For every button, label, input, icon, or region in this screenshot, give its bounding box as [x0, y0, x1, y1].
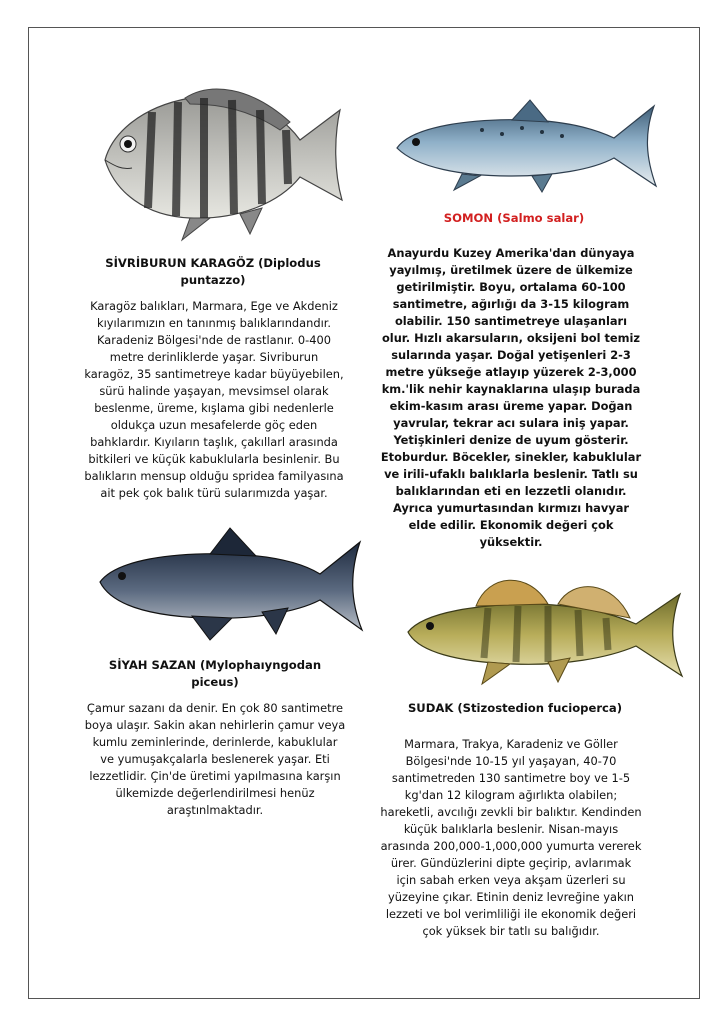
sudak-description: Marmara, Trakya, Karadeniz ve Göller Bölgesi'nde 10-15 yıl yaşayan, 40-70 santimetreden 130 santimetre boy ve 1-5 kg'dan 12 kilogram ağırlıkta olabilen; hareketli, avcılığı zevkli bir balıktır. Kendinden küçük balıklarla beslenir. Nisan-mayıs arasında 200,000-1,000,000 yumurta vererek ürer. Gündüzlerini dipte geçirip, avlarımak için sabah erken veya akşam üzerleri su yüzeyine çıkar. Etinin deniz levreğine yakın lezzeti ve bol verimliliği ile ekonomik değeri çok yüksek bir tatlı su balığıdır. [380, 737, 642, 938]
sazan-title: SİYAH SAZAN (Mylophaıyngodan piceus) [108, 658, 322, 689]
karagoz-title: SİVRİBURUN KARAGÖZ (Diplodus puntazzo) [105, 256, 321, 287]
sazan-fish-illustration [92, 524, 364, 646]
sazan-description: Çamur sazanı da denir. En çok 80 santimetre boya ulaşır. Sakin akan nehirlerin çamur veya kumlu zeminlerinde, derinlerde, kabuklular ve yumuşakçalarla beslenerek yaşar. Eti lezzetlidir. Çin'de üretimi yapılmasına karşın ülkemizde değerlendirilmesi henüz araştınlmaktadır. [84, 701, 346, 817]
sudak-title: SUDAK (Stizostedion fucioperca) [407, 701, 623, 715]
somon-fish-illustration [392, 96, 662, 196]
karagoz-fish-illustration [90, 82, 350, 242]
karagoz-description: Karagöz balıkları, Marmara, Ege ve Akdeniz kıyılarımızın en tanınmış balıklarındandır. Karadeniz Bölgesi'nde de rastlanır. 0-400 metre derinliklerde yaşar. Sivriburun karagöz, 35 santimetreye kadar büyüyebilen, sürü halinde yaşayan, mevsimsel olarak beslenme, üreme, kışlama gibi nedenlerle oldukça uzun mesafelerde göç eden bahklardır. Kıyıların taşlık, çakıllarl arasında bitkileri ve küçük kabuklularla besinlenir. Bu balıkların mensup olduğu spridea familyasına ait pek çok balık türü sularımızda yaşar. [84, 299, 344, 500]
somon-title: SOMON (Salmo salar) [443, 211, 585, 225]
sudak-fish-illustration [398, 566, 684, 688]
somon-description: Anayurdu Kuzey Amerika'dan dünyaya yayılmış, üretilmek üzere de ülkemize getirilmiştir. Boyu, ortalama 60-100 santimetre, ağırlığı da 3-15 kilogram olabilir. 150 santimetreye ulaşanları olur. Hızlı akarsuların, oksijeni bol temiz sularında yaşar. Doğal yetişenleri 2-3 metre yükseğe atlayıp yüzerek 2-3,000 km.'lik nehir kaynaklarına ulaşıp burada ekim-kasım arası üreme yapar. Doğan yavrular, tekrar acı sulara iniş yapar. Yetişkinleri denize de uyum gösterir. Etoburdur. Böcekler, sinekler, kabuklular ve irili-ufaklı balıklarla beslenir. Tatlı su balıklarından eti en lezzetli olanıdır. Ayrıca yumurtasından kırmızı havyar elde edilir. Ekonomik değeri çok yüksektir. [380, 246, 642, 549]
